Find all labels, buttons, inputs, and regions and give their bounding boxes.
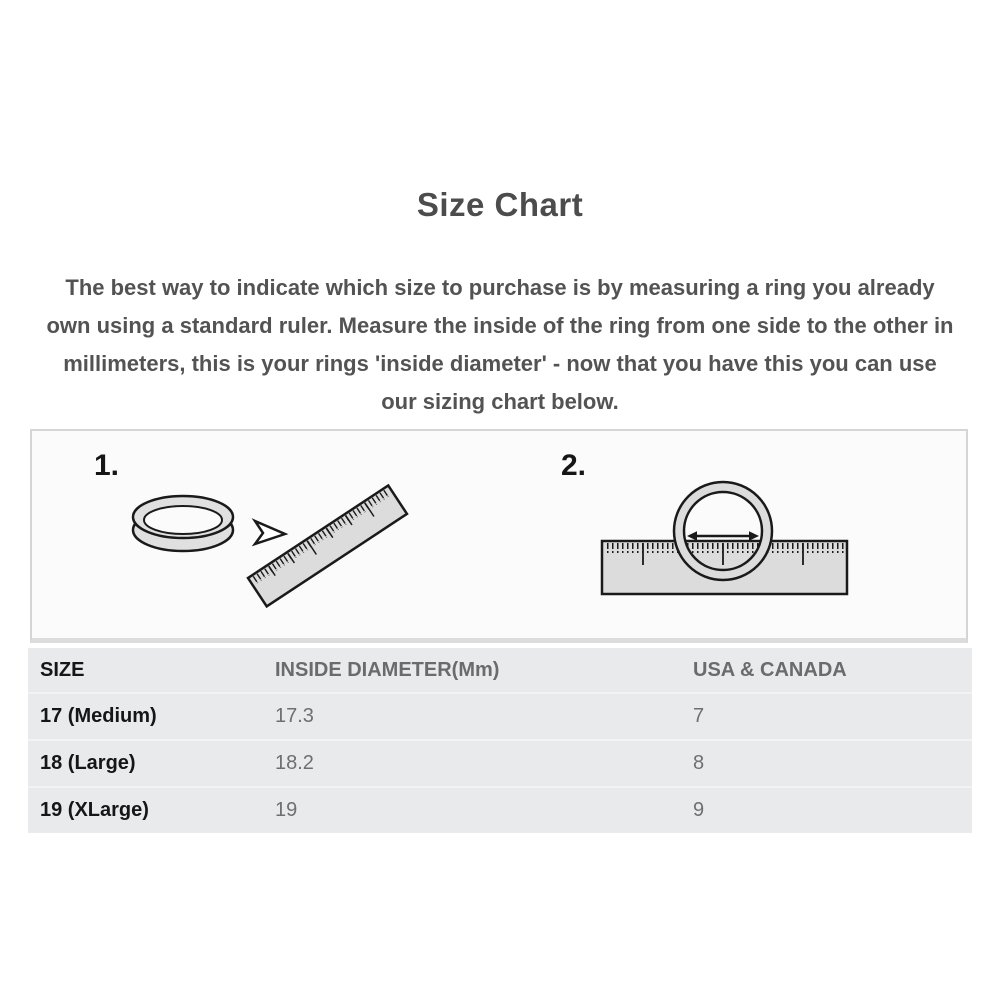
inside-diameter-arrow-icon (687, 531, 759, 541)
table-header-row (28, 648, 972, 693)
inside-diameter-cell: 17.3 (275, 693, 693, 740)
step-2-label: 2. (561, 449, 587, 482)
measuring-instructions-panel (30, 429, 968, 643)
inside-diameter-cell: 19 (275, 787, 693, 833)
size-cell: 19 (XLarge) (28, 787, 275, 833)
column-header-inside-diameter: INSIDE DIAMETER(Mm) (275, 658, 500, 681)
size-cell: 17 (Medium) (28, 693, 275, 740)
page-description: The best way to indicate which size to purchase is by measuring a ring you already own using a standard ruler. Measure the inside of the ring from one side to the other in millimeters, this is your rings 'inside diameter' - now that you have this you can use our sizing chart below. (46, 275, 954, 414)
page-title: Size Chart (416, 186, 584, 223)
usa-canada-cell: 8 (693, 740, 972, 787)
column-header-size: SIZE (40, 658, 85, 681)
arrow-right-icon (255, 521, 285, 544)
table-row (28, 693, 972, 740)
table-row (28, 740, 972, 787)
usa-canada-cell: 9 (693, 787, 972, 833)
table-row (28, 787, 972, 833)
measuring-diagram (32, 431, 962, 633)
column-header-usa-canada: USA & CANADA (693, 658, 847, 681)
horizontal-ruler-icon (602, 541, 847, 594)
usa-canada-cell: 7 (693, 693, 972, 740)
size-table (28, 648, 972, 833)
slanted-ruler-icon (248, 486, 407, 607)
inside-diameter-cell: 18.2 (275, 740, 693, 787)
ring-side-view-icon (133, 496, 233, 551)
step-1-label: 1. (94, 449, 120, 482)
size-cell: 18 (Large) (28, 740, 275, 787)
